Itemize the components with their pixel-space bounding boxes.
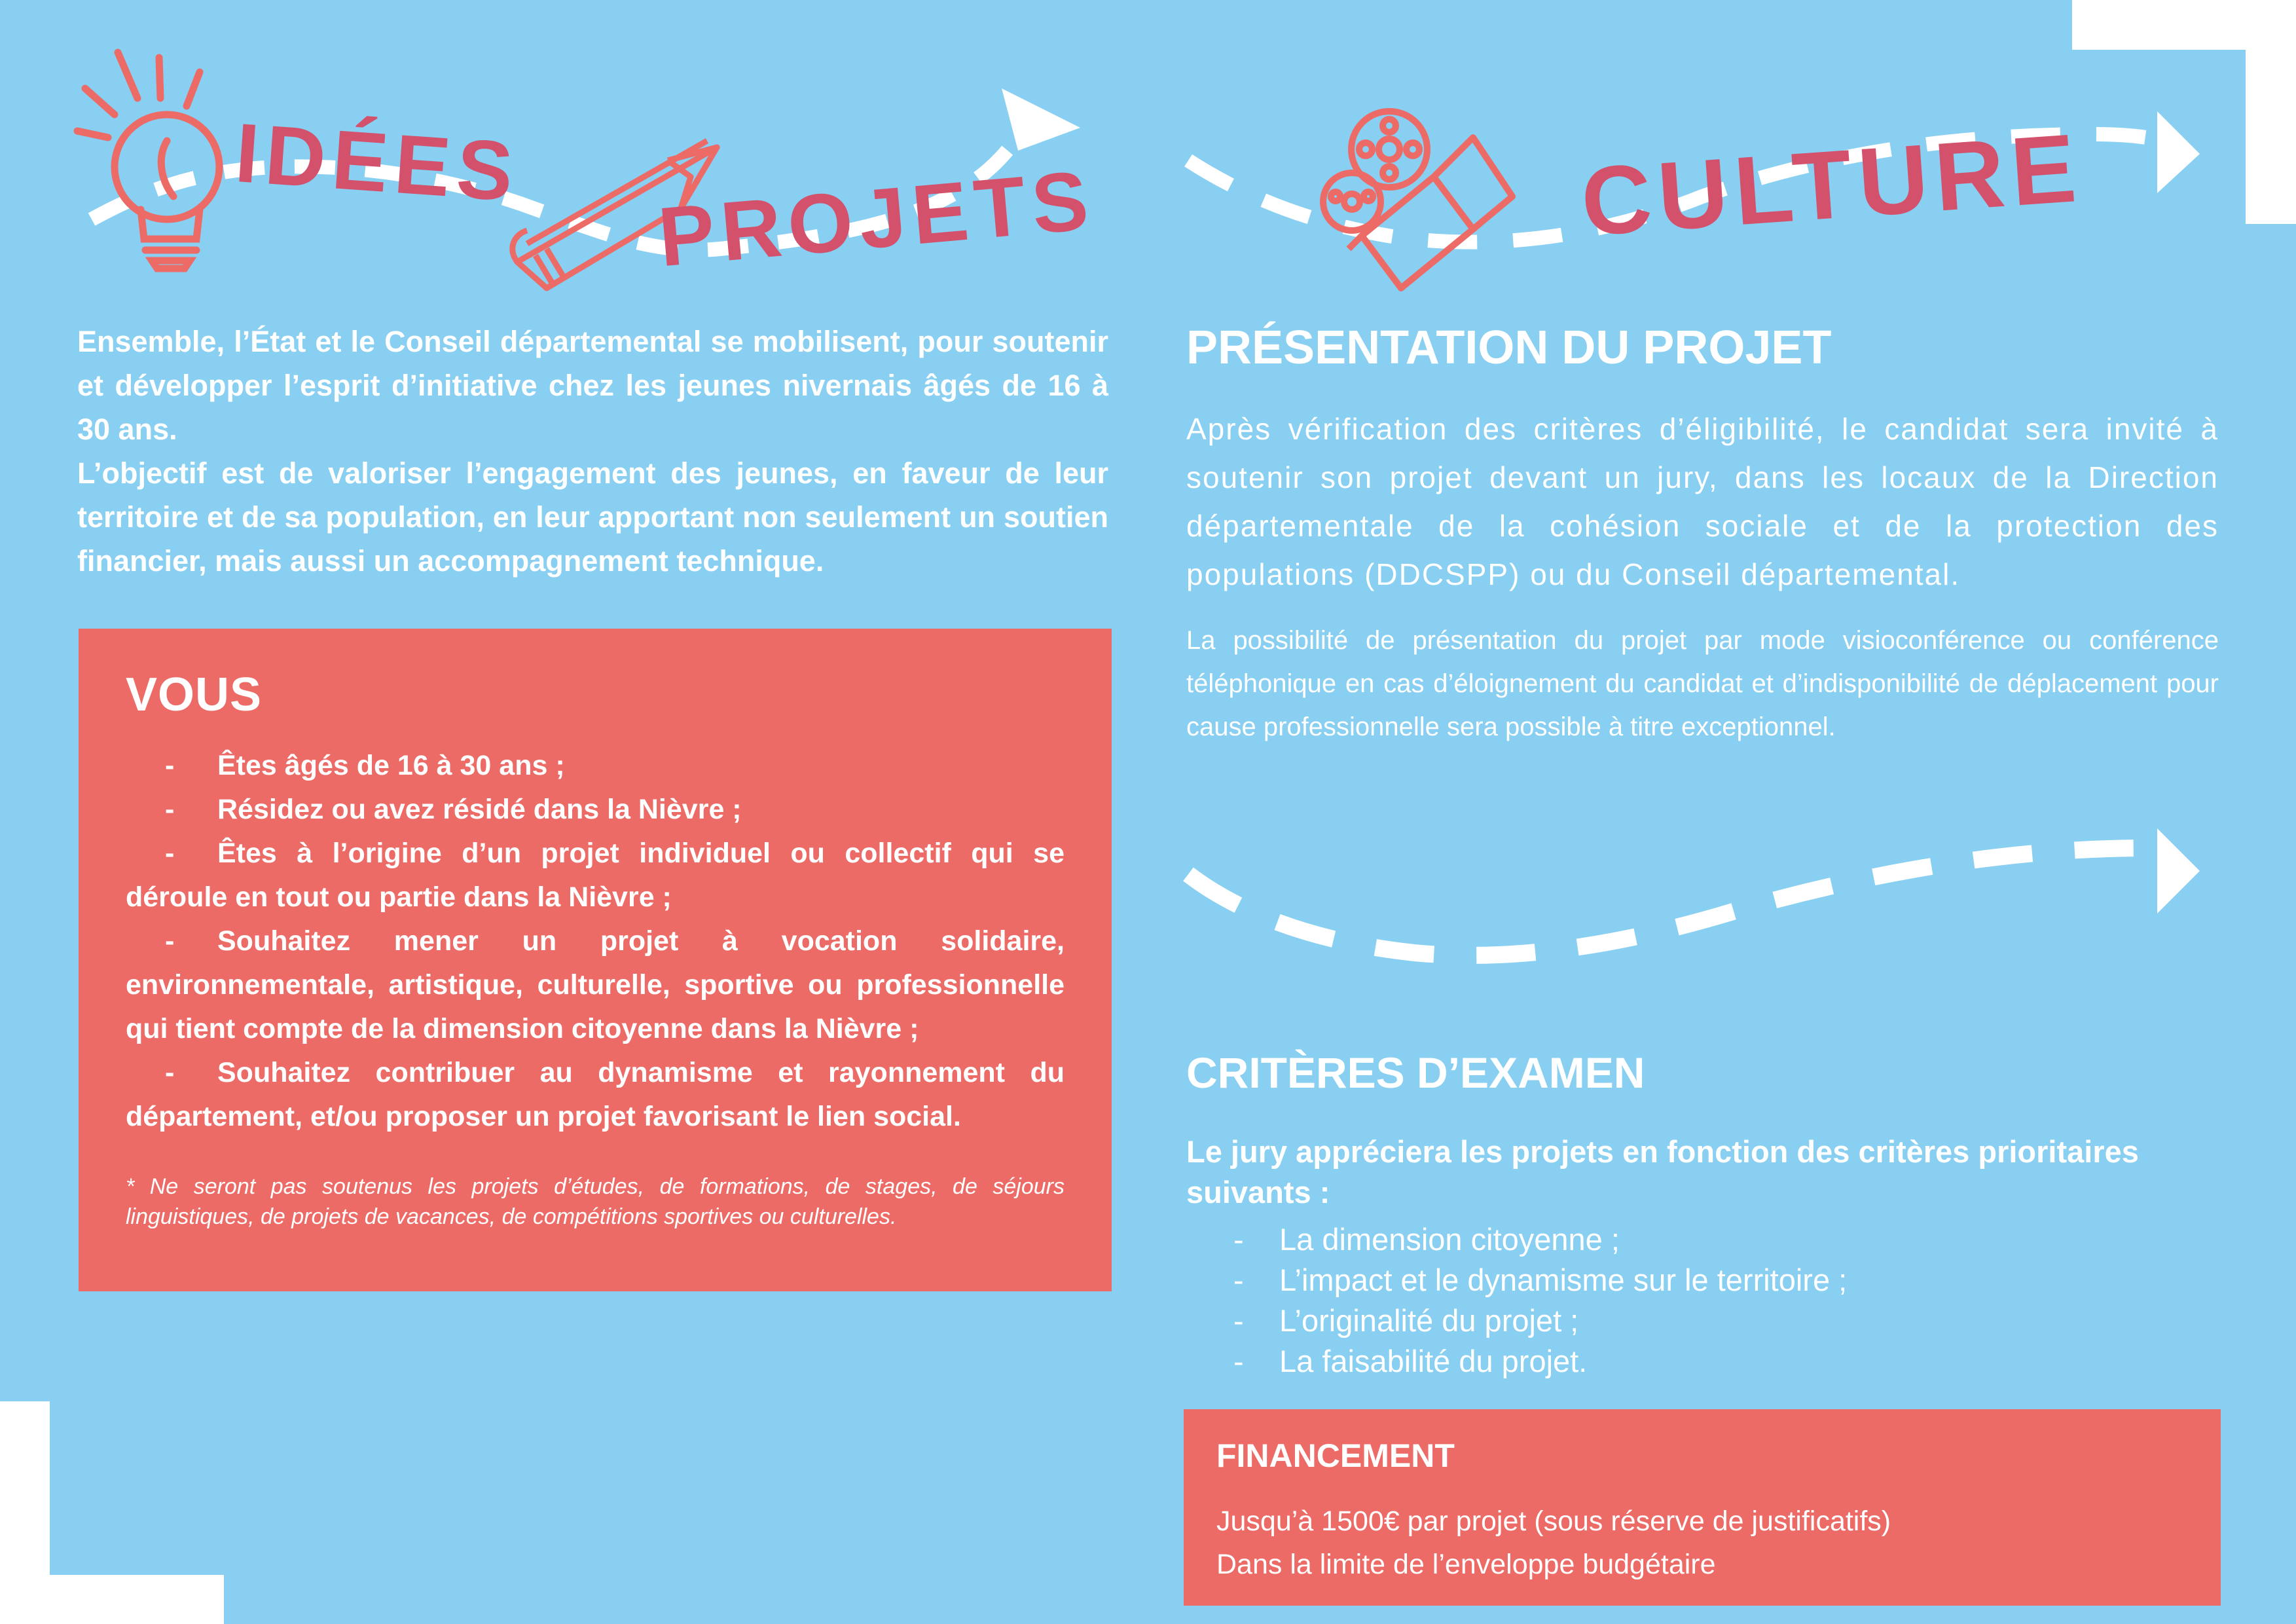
list-item <box>1186 1341 2219 1382</box>
exclusion-note: * Ne seront pas soutenus les projets d’études, de formations, de stages, de séjours linguistiques, de projets de vacances, de compétitions sportives ou culturelles. <box>126 1174 1065 1229</box>
list-item <box>126 744 1065 788</box>
list-item <box>126 788 1065 832</box>
bullet-dash: - <box>165 838 175 869</box>
bullet-dash: - <box>165 750 175 781</box>
bullet-dash: - <box>1233 1303 1244 1338</box>
list-item-text: La dimension citoyenne ; <box>1279 1222 1620 1257</box>
intro-paragraph: Ensemble, l’État et le Conseil départemental se mobilisent, pour soutenir et développer l’esprit d’initiative chez les jeunes nivernais âgés de 16 à 30 ans. <box>77 325 1108 446</box>
bullet-dash: - <box>1233 1222 1244 1257</box>
list-item <box>126 1051 1065 1139</box>
lightbulb-icon <box>77 52 219 268</box>
intro-text <box>77 320 1108 583</box>
presentation-paragraph: Après vérification des critères d’éligibilité, le candidat sera invité à soutenir son projet devant un jury, dans les locaux de la Direction départementale de la cohésion sociale et de la protection des populations (DDCSPP) ou du Conseil départemental. <box>1186 412 2219 591</box>
criteria-list <box>1186 1219 2219 1382</box>
eligibility-box <box>79 629 1112 1291</box>
funding-box <box>1184 1409 2221 1606</box>
list-item-text: L’originalité du projet ; <box>1279 1303 1579 1338</box>
funding-title: FINANCEMENT <box>1216 1437 1455 1474</box>
criteria-title: CRITÈRES D’EXAMEN <box>1186 1048 1645 1097</box>
film-camera-icon <box>1323 111 1512 288</box>
dashed-arrow-icon <box>1188 828 2200 955</box>
list-item-text: Souhaitez contribuer au dynamisme et rayonnement du département, et/ou proposer un projet favorisant le lien social. <box>126 1057 1065 1132</box>
presentation-title: PRÉSENTATION DU PROJET <box>1186 322 1832 374</box>
funding-line: Dans la limite de l’enveloppe budgétaire <box>1216 1549 1716 1580</box>
bullet-dash: - <box>165 925 175 957</box>
bullet-dash: - <box>1233 1263 1244 1297</box>
headline-projets: PROJETS <box>655 153 1099 285</box>
bullet-dash: - <box>1233 1344 1244 1378</box>
eligibility-title: VOUS <box>126 669 263 721</box>
list-item-text: L’impact et le dynamisme sur le territoire ; <box>1279 1263 1848 1297</box>
list-item <box>1186 1260 2219 1301</box>
eligibility-list <box>126 744 1065 1139</box>
list-item-text: Résidez ou avez résidé dans la Nièvre ; <box>217 794 742 825</box>
bullet-dash: - <box>165 1057 175 1088</box>
list-item-text: Êtes âgés de 16 à 30 ans ; <box>217 750 565 781</box>
list-item-text: La faisabilité du projet. <box>1279 1344 1588 1378</box>
criteria-intro: Le jury appréciera les projets en fonction des critères prioritaires suivants : <box>1186 1134 2139 1209</box>
list-item <box>126 832 1065 919</box>
presentation-note: La possibilité de présentation du projet par mode visioconférence ou conférence téléphonique en cas d’éloignement du candidat et d’indisponibilité de déplacement pour cause professionnelle sera possible à titre exceptionnel. <box>1186 626 2219 741</box>
bullet-dash: - <box>165 794 175 825</box>
list-item-text: Êtes à l’origine d’un projet individuel ou collectif qui se déroule en tout ou partie dans la Nièvre ; <box>126 838 1065 913</box>
headline-culture: CULTURE <box>1578 113 2086 257</box>
list-item <box>1186 1219 2219 1260</box>
headline-idees: IDÉES <box>232 105 522 219</box>
funding-line: Jusqu’à 1500€ par projet (sous réserve de justificatifs) <box>1216 1505 1891 1537</box>
list-item-text: Souhaitez mener un projet à vocation solidaire, environnementale, artistique, culturelle, sportive ou professionnelle qui tient compte de la dimension citoyenne dans la Nièvre ; <box>126 925 1065 1044</box>
list-item <box>126 919 1065 1051</box>
list-item <box>1186 1301 2219 1341</box>
intro-paragraph: L’objectif est de valoriser l’engagement des jeunes, en faveur de leur territoire et de sa population, en leur apportant non seulement un soutien financier, mais aussi un accompagnement technique. <box>77 456 1108 578</box>
